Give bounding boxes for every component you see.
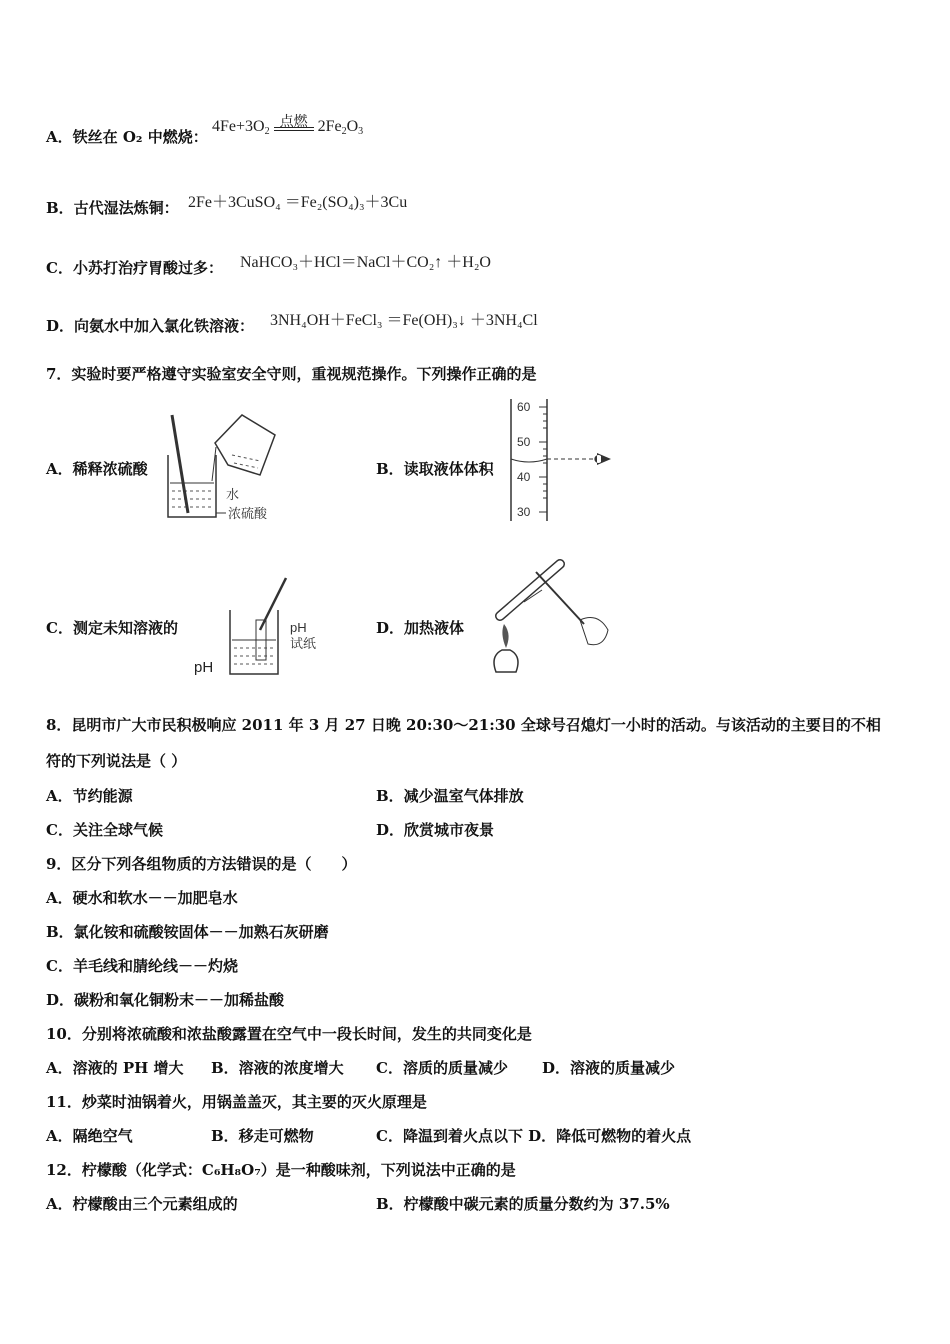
eye-icon xyxy=(594,453,611,465)
q8-option-a: A．节约能源 xyxy=(46,787,133,805)
q7-option-b: B．读取液体体积 xyxy=(376,460,494,478)
beaker-outline xyxy=(168,455,216,517)
q11-option-b: B．移走可燃物 xyxy=(211,1127,314,1145)
q11-stem: 11．炒菜时油锅着火，用锅盖盖灭，其主要的灭火原理是 xyxy=(46,1093,427,1111)
tick-label-30: 30 xyxy=(517,505,531,519)
water-label: 水 xyxy=(226,487,240,502)
alcohol-lamp xyxy=(494,650,518,672)
q8-option-c: C．关注全球气候 xyxy=(46,821,163,839)
q6-option-c-label: C．小苏打治疗胃酸过多： xyxy=(46,259,223,277)
q9-stem: 9．区分下列各组物质的方法错误的是（ ） xyxy=(46,855,357,873)
q8-option-d: D．欣赏城市夜景 xyxy=(376,821,495,839)
q9-option-d: D．碳粉和氧化铜粉末－－加稀盐酸 xyxy=(46,991,285,1009)
q7-stem: 7．实验时要严格遵守实验室安全守则，重视规范操作。下列操作正确的是 xyxy=(46,365,537,383)
q10-stem: 10．分别将浓硫酸和浓盐酸露置在空气中一段长时间，发生的共同变化是 xyxy=(46,1025,532,1043)
read-volume-figure xyxy=(505,395,625,525)
ph-text: pH xyxy=(194,659,214,676)
heat-liquid-figure xyxy=(480,552,620,680)
q6-option-d-label: D．向氨水中加入氯化铁溶液： xyxy=(46,317,255,335)
q6-option-c-equation: NaHCO₃＋HCl＝NaCl＋CO₂↑ ＋H₂O xyxy=(240,254,491,271)
q6-option-a-label: A．铁丝在 O₂ 中燃烧： xyxy=(46,128,208,146)
q6-option-a-left: 4Fe+3O xyxy=(212,118,265,135)
test-tube-inner xyxy=(500,564,560,616)
q8-stem-line1: 8．昆明市广大市民积极响应 2011 年 3 月 27 日晚 20:30～21:30 全球号召熄灯一小时的活动。与该活动的主要目的不相 xyxy=(46,716,881,734)
q10-option-d: D．溶液的质量减少 xyxy=(542,1059,676,1077)
q8-option-b: B．减少温室气体排放 xyxy=(376,787,524,805)
q7-option-a: A．稀释浓硫酸 xyxy=(46,460,148,478)
q10-option-c: C．溶质的质量减少 xyxy=(376,1059,508,1077)
ph-paper-label-2: 试纸 xyxy=(290,636,317,651)
meniscus xyxy=(511,459,547,462)
q6-option-a-right: 2Fe xyxy=(317,118,342,135)
ph-liquid-hatch xyxy=(234,648,274,664)
ph-dropper xyxy=(260,578,286,630)
acid-label: 浓硫酸 xyxy=(228,506,268,521)
q12-stem: 12．柠檬酸（化学式：C₆H₈O₇）是一种酸味剂，下列说法中正确的是 xyxy=(46,1161,516,1179)
q8-stem-line2: 符的下列说法是（ ） xyxy=(46,752,187,770)
q11-option-a: A．隔绝空气 xyxy=(46,1127,133,1145)
condition-text: 点燃 xyxy=(279,115,308,130)
ph-test-figure xyxy=(190,570,330,682)
liquid-hatch xyxy=(172,491,212,507)
q9-option-b: B．氯化铵和硫酸铵固体－－加熟石灰研磨 xyxy=(46,923,329,941)
hand xyxy=(580,618,608,645)
pouring-beaker xyxy=(215,415,275,475)
ph-paper-label-1: pH xyxy=(290,620,307,635)
q7-option-d: D．加热液体 xyxy=(376,619,465,637)
q6-option-a-equation: $4Fe+3O_2$ 点燃 $2Fe_2O_3$ xyxy=(212,118,363,137)
q12-option-b: B．柠檬酸中碳元素的质量分数约为 37.5% xyxy=(376,1195,670,1213)
q9-option-c: C．羊毛线和腈纶线－－灼烧 xyxy=(46,957,238,975)
q9-option-a: A．硬水和软水－－加肥皂水 xyxy=(46,889,238,907)
q10-option-a: A．溶液的 PH 增大 xyxy=(46,1059,184,1077)
tick-label-60: 60 xyxy=(517,400,531,414)
flame xyxy=(502,624,508,648)
q6-option-d-equation: 3NH₄OH＋FeCl₃ ＝Fe(OH)₃↓ ＋3NH₄Cl xyxy=(270,312,538,329)
q7-option-c: C．测定未知溶液的 xyxy=(46,619,178,637)
tick-label-40: 40 xyxy=(517,470,531,484)
tick-label-50: 50 xyxy=(517,435,531,449)
q6-option-b-equation: 2Fe＋3CuSO₄ ＝Fe₂(SO₄)₃＋3Cu xyxy=(188,194,408,211)
q10-option-b: B．溶液的浓度增大 xyxy=(211,1059,344,1077)
q11-option-cd: C．降温到着火点以下 D．降低可燃物的着火点 xyxy=(376,1127,692,1145)
q6-option-b-label: B．古代湿法炼铜： xyxy=(46,199,179,217)
tube-holder xyxy=(536,572,584,624)
q12-option-a: A．柠檬酸由三个元素组成的 xyxy=(46,1195,238,1213)
dilute-acid-figure xyxy=(160,405,295,525)
glass-rod xyxy=(172,415,188,513)
